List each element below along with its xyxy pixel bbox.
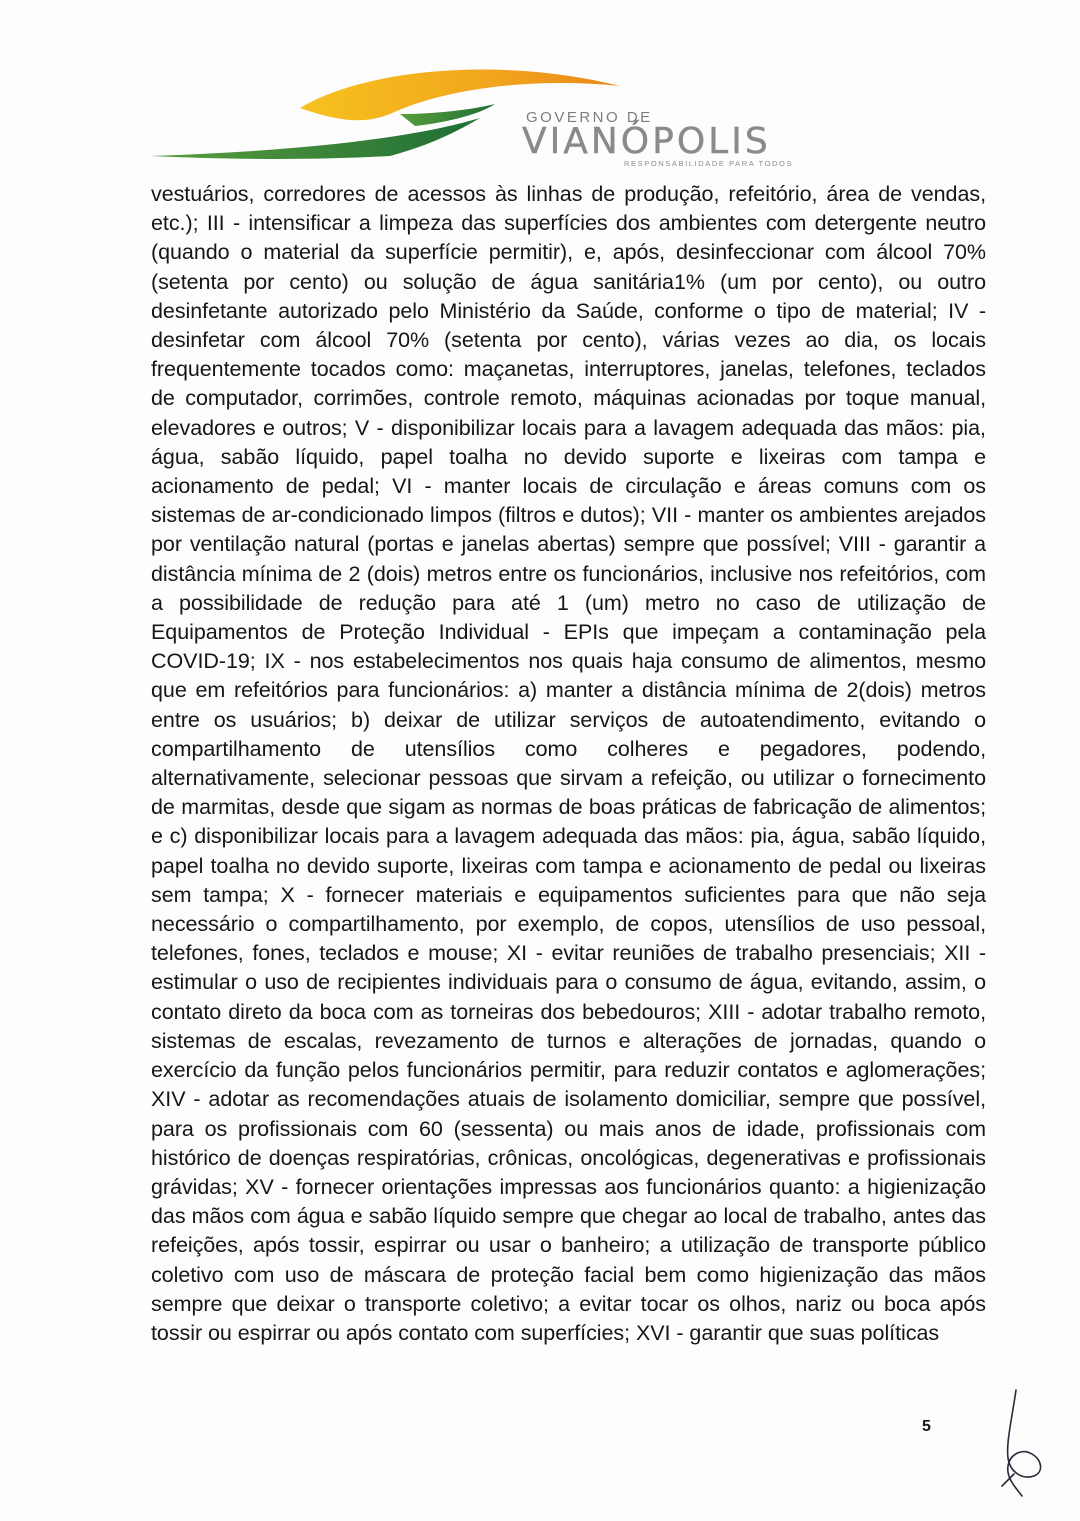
logo-line1: GOVERNO DE [526, 109, 653, 126]
page-number: 5 [922, 1418, 931, 1435]
logo-line2: VIANÓPOLIS [522, 121, 771, 162]
logo-swoosh-icon [150, 56, 910, 171]
body-paragraph: vestuários, corredores de acessos às linhas de produção, refeitório, área de vendas, etc.); III - intensificar a limpeza das superfícies dos ambientes com detergente neutro (quando o material da superfície permitir), e, após, desinfeccionar com álcool 70% (setenta por cento) ou solução de água sanitária1% (um por cento), ou outro desinfetante autorizado pelo Ministério da Saúde, conforme o tipo de material; IV - desinfetar com álcool 70% (setenta por cento), várias vezes ao dia, os locais frequentemente tocados como: maçanetas, interruptores, janelas, telefones, teclados de computador, corrimões, controle remoto, máquinas acionadas por toque manual, elevadores e outros; V - disponibilizar locais para a lavagem adequada das mãos: pia, água, sabão líquido, papel toalha no devido suporte e lixeiras com tampa e acionamento de pedal; VI - manter locais de circulação e áreas comuns com os sistemas de ar-condicionado limpos (filtros e dutos); VII - manter os ambientes arejados por ventilação natural (portas e janelas abertas) sempre que possível; VIII - garantir a distância mínima de 2 (dois) metros entre os funcionários, inclusive nos refeitórios, com a possibilidade de redução para até 1 (um) metro no caso de utilização de Equipamentos de Proteção Individual - EPIs que impeçam a contaminação pela COVID-19; IX - nos estabelecimentos nos quais haja consumo de alimentos, mesmo que em refeitórios para funcionários: a) manter a distância mínima de 2(dois) metros entre os usuários; b) deixar de utilizar serviços de autoatendimento, evitando o compartilhamento de utensílios como colheres e pegadores, podendo, alternativamente, selecionar pessoas que sirvam a refeição, ou utilizar o fornecimento de marmitas, desde que sigam as normas de boas práticas de fabricação de alimentos; e c) disponibilizar locais para a lavagem adequada das mãos: pia, água, sabão líquido, papel toalha no devido suporte, lixeiras com tampa e acionamento de pedal ou lixeiras sem tampa; X - fornecer materiais e equipamentos suficientes para que não seja necessário o compartilhamento, por exemplo, de copos, utensílios de uso pessoal, telefones, fones, teclados e mouse; XI - evitar reuniões de trabalho presenciais; XII - estimular o uso de recipientes individuais para o consumo de água, evitando, assim, o contato direto da boca com as torneiras dos bebedouros; XIII - adotar trabalho remoto, sistemas de escalas, revezamento de turnos e alterações de jornadas, quando o exercício da função pelos funcionários permitir, para reduzir contatos e aglomerações; XIV - adotar as recomendações atuais de isolamento domiciliar, sempre que possível, para os profissionais com 60 (sessenta) ou mais anos de idade, profissionais com histórico de doenças respiratórias, crônicas, oncológicas, degenerativas e profissionais grávidas; XV - fornecer orientações impressas aos funcionários quanto: a higienização das mãos com água e sabão líquido sempre que chegar ao local de trabalho, antes das refeições, após tossir, espirrar ou usar o banheiro; a utilização de transporte público coletivo com uso de máscara de proteção facial bem como higienização das mãos sempre que deixar o transporte coletivo; a evitar tocar os olhos, nariz ou boca após tossir ou espirrar ou após contato com superfícies; XVI - garantir que suas políticas [151, 182, 986, 1345]
signature-icon [992, 1388, 1056, 1498]
vianopolis-logo [150, 56, 910, 171]
logo-tagline: RESPONSABILIDADE PARA TODOS [624, 159, 794, 168]
